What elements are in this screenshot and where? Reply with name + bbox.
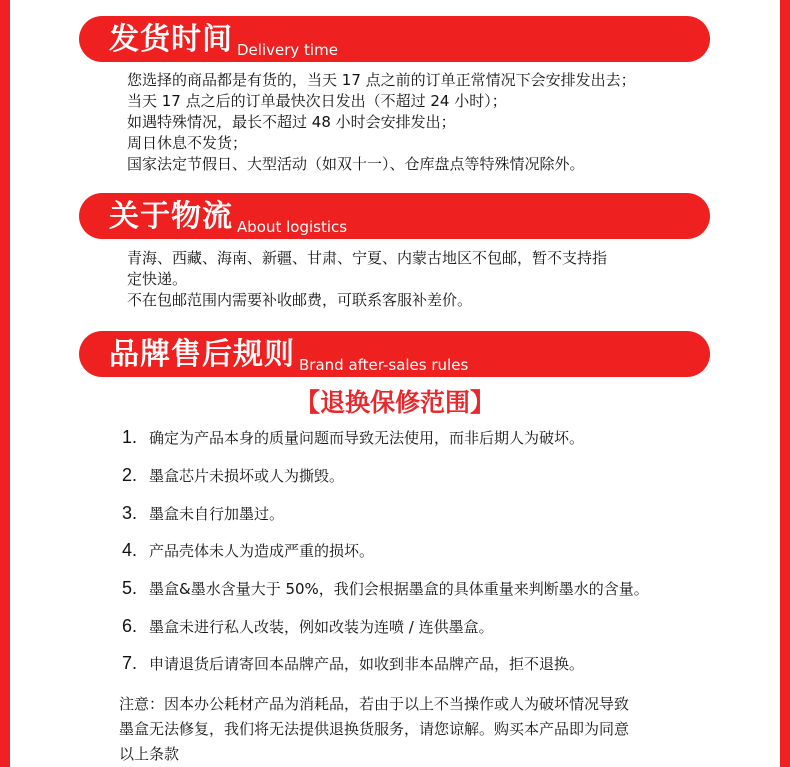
rule-item (122, 502, 284, 525)
logistics-title: 关于物流 (109, 199, 233, 234)
delivery-time-title: 发货时间 (109, 22, 233, 57)
rule-number: 6. (122, 616, 138, 636)
delivery-time-subtitle: Delivery time (237, 41, 338, 59)
rule-number: 4. (122, 540, 138, 560)
delivery-line: 当天 17 点之后的订单最快次日发出（不超过 24 小时）； (127, 92, 507, 110)
rule-number: 1. (122, 427, 138, 447)
rule-item (122, 426, 584, 449)
delivery-time-banner (79, 16, 710, 62)
rule-number: 7. (122, 653, 138, 673)
logistics-line: 不在包邮范围内需要补收邮费，可联系客服补差价。 (127, 291, 473, 309)
after-sales-subtitle: Brand after-sales rules (299, 356, 469, 374)
rule-number: 2. (122, 465, 138, 485)
delivery-line: 周日休息不发货； (127, 134, 248, 152)
notice-line: 墨盒无法修复，我们将无法提供退换货服务，请您谅解。购买本产品即为同意 (119, 720, 630, 738)
rule-text: 申请退货后请寄回本品牌产品，如收到非本品牌产品，拒不退换。 (149, 655, 585, 673)
left-red-border (0, 0, 10, 767)
delivery-line: 如遇特殊情况，最长不超过 48 小时会安排发出； (127, 113, 456, 131)
logistics-line: 青海、西藏、海南、新疆、甘肃、宁夏、内蒙古地区不包邮，暂不支持指 (127, 249, 608, 267)
rule-text: 墨盒&墨水含量大于 50%，我们会根据墨盒的具体重量来判断墨水的含量。 (149, 580, 649, 598)
logistics-subtitle: About logistics (237, 218, 348, 236)
logistics-banner (79, 193, 710, 239)
rule-text: 产品壳体未人为造成严重的损坏。 (149, 542, 375, 560)
rule-text: 墨盒未自行加墨过。 (149, 505, 285, 523)
rule-text: 确定为产品本身的质量问题而导致无法使用，而非后期人为破坏。 (149, 429, 585, 447)
rule-item (122, 464, 344, 487)
rule-number: 3. (122, 503, 138, 523)
rule-item (122, 577, 649, 600)
rule-item (122, 652, 584, 675)
notice-line: 注意：因本办公耗材产品为消耗品，若由于以上不当操作或人为破坏情况导致 (119, 695, 630, 713)
after-sales-banner (79, 331, 710, 377)
after-sales-title: 品牌售后规则 (109, 337, 295, 372)
rule-item (122, 615, 494, 638)
notice-line: 以上条款 (119, 745, 180, 763)
right-red-border (780, 0, 790, 767)
delivery-line: 您选择的商品都是有货的，当天 17 点之前的订单正常情况下会安排发出去； (127, 71, 636, 89)
rule-text: 墨盒未进行私人改装，例如改装为连喷 / 连供墨盒。 (149, 618, 494, 636)
rule-number: 5. (122, 578, 138, 598)
delivery-line: 国家法定节假日、大型活动（如双十一）、仓库盘点等特殊情况除外。 (127, 155, 585, 173)
logistics-text (127, 248, 607, 311)
rule-item (122, 539, 374, 562)
notice-text (119, 692, 719, 767)
return-scope-heading: 【退换保修范围】 (294, 388, 495, 417)
delivery-time-text (127, 70, 636, 175)
logistics-line: 定快递。 (127, 270, 188, 288)
rule-text: 墨盒芯片未损坏或人为撕毁。 (149, 467, 345, 485)
